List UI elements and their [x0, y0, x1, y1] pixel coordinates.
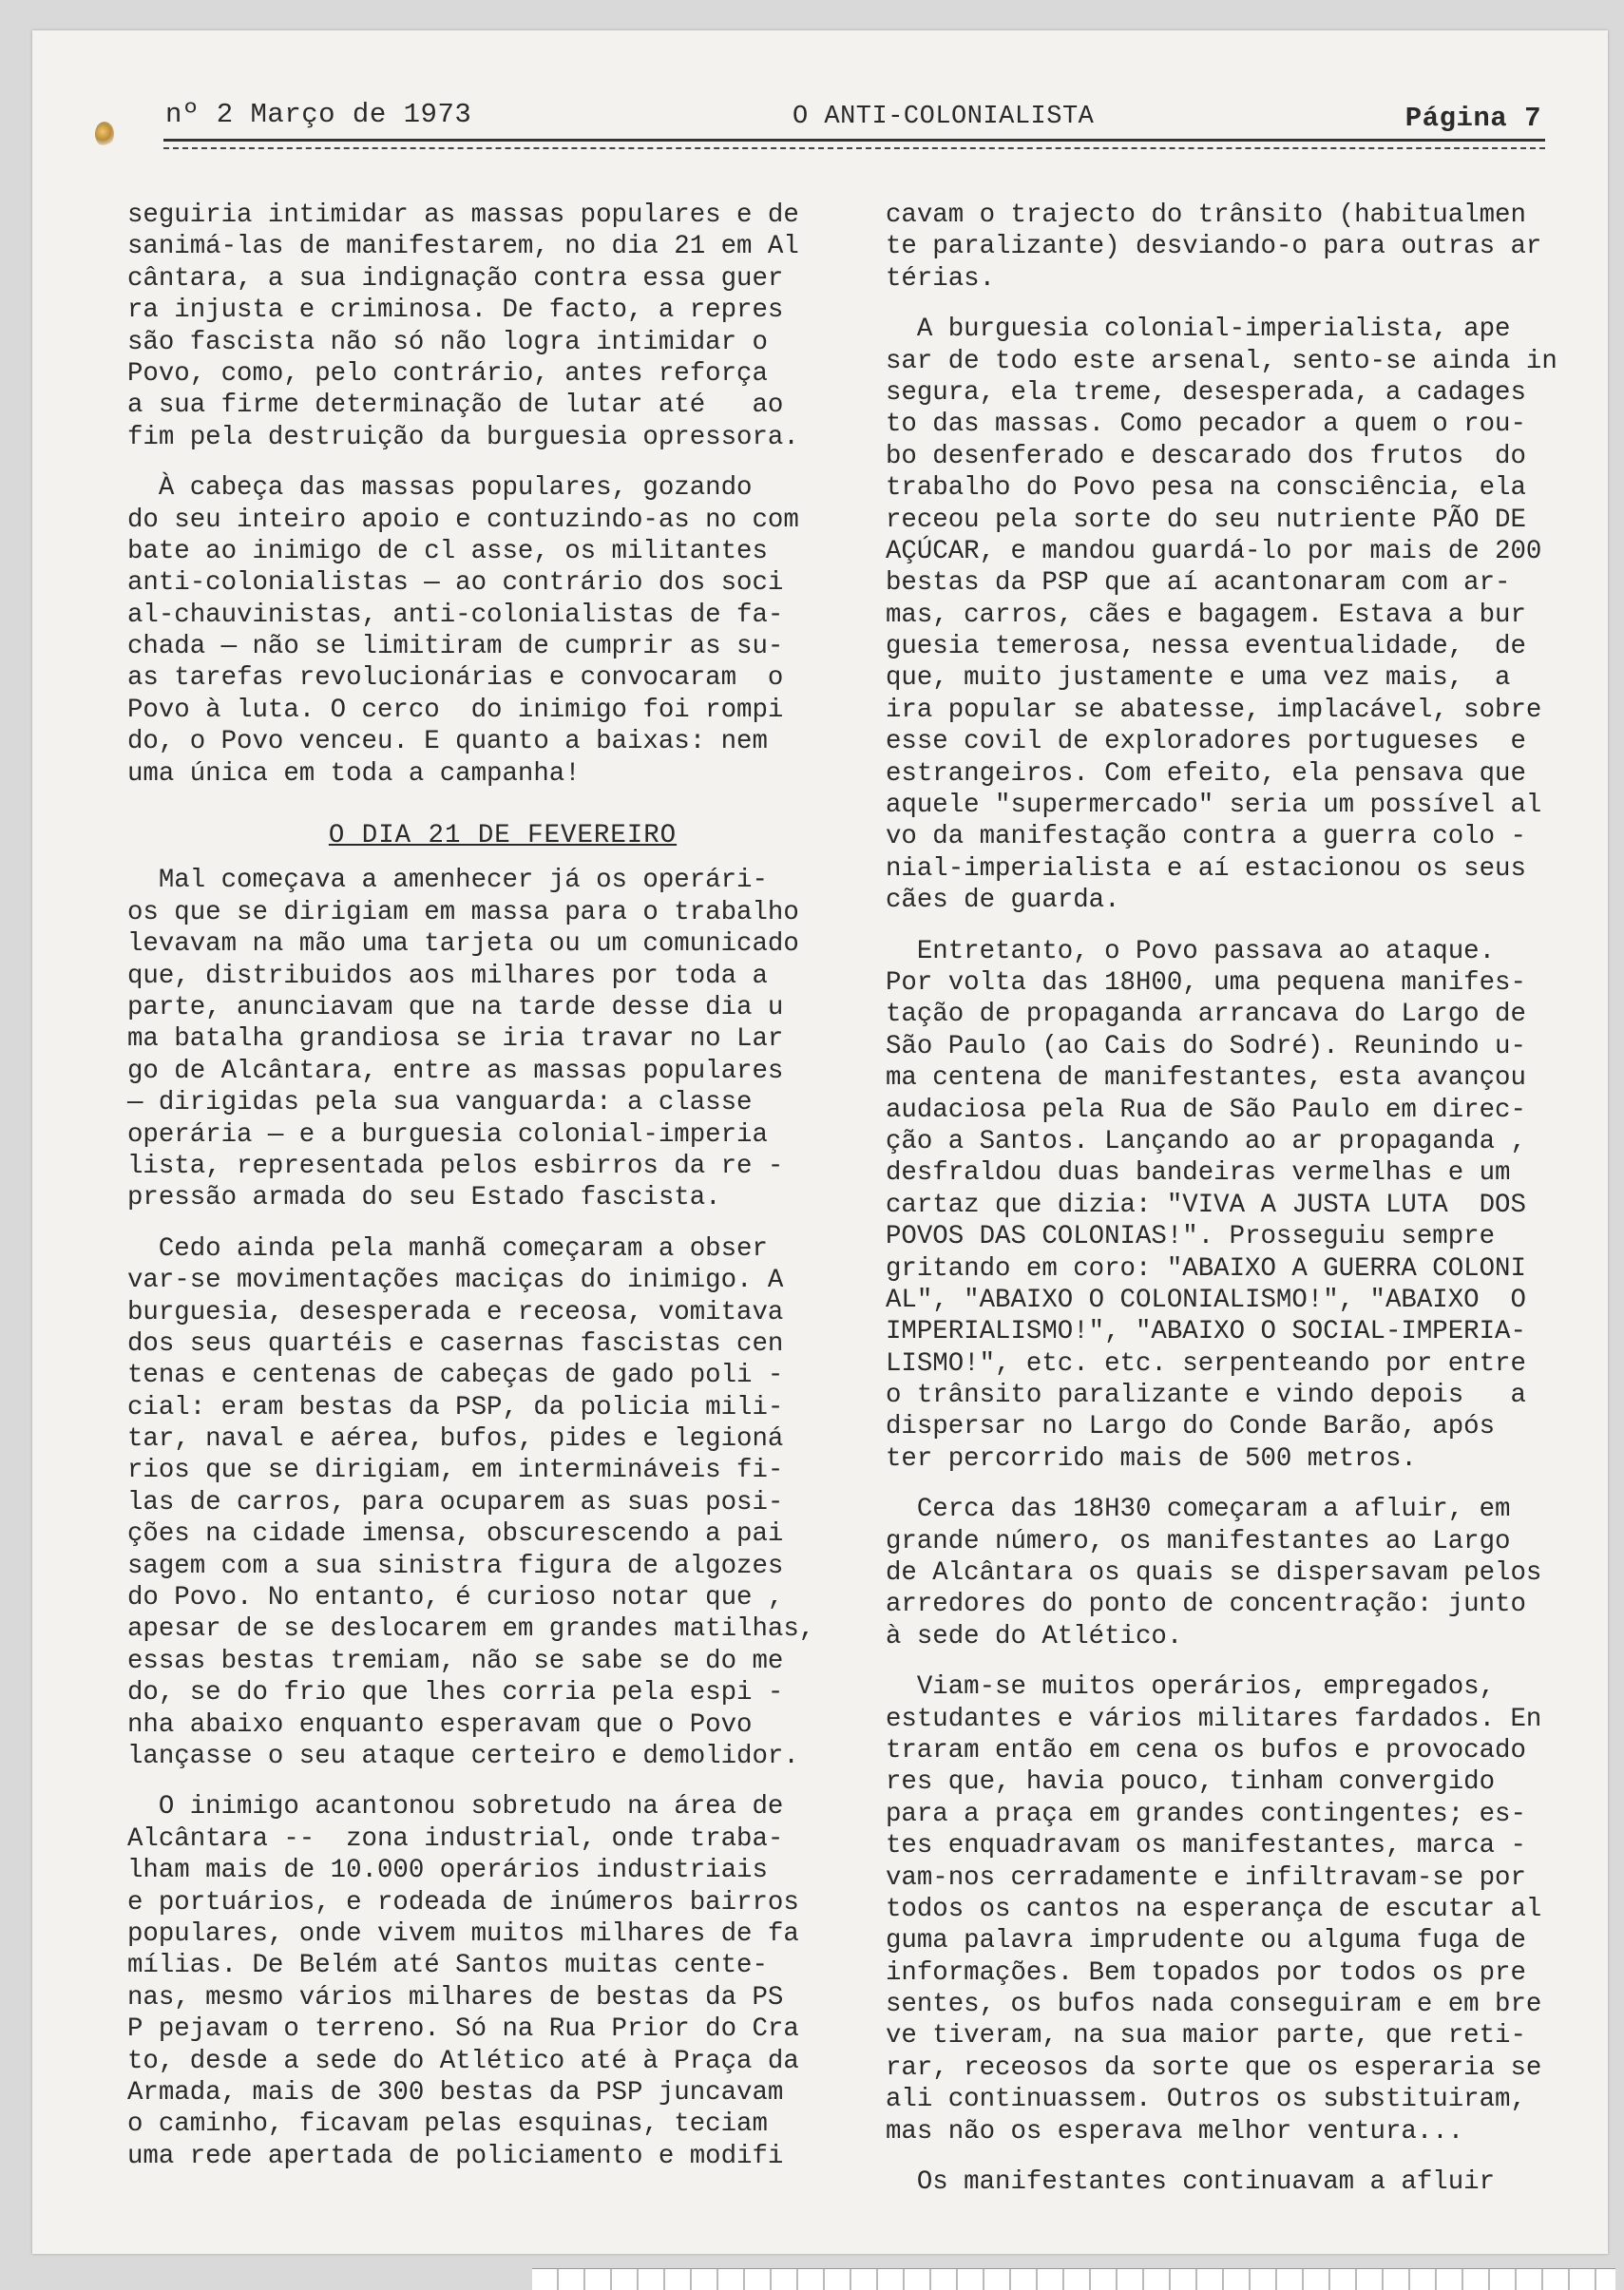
text-line: para a praça em grandes contingentes; es- — [886, 1799, 1526, 1829]
text-line: de Alcântara os quais se dispersavam pelos — [886, 1558, 1542, 1589]
text-line: o trânsito paralizante e vindo depois a — [886, 1381, 1526, 1411]
text-line: mas não os esperava melhor ventura... — [886, 2116, 1464, 2147]
text-line: ira popular se abatesse, implacável, sobre — [886, 695, 1542, 725]
text-line: Entretanto, o Povo passava ao ataque. — [886, 936, 1496, 966]
text-line: mas, carros, cães e bagagem. Estava a bur — [886, 600, 1526, 630]
text-line: arredores do ponto de concentração: junto — [886, 1590, 1526, 1620]
paragraph — [127, 1791, 878, 2172]
text-line: Armada, mais de 300 bestas da PSP juncavam — [127, 2077, 784, 2108]
text-line: — dirigidas pela sua vanguarda: a classe — [127, 1088, 753, 1118]
text-line: Por volta das 18H00, uma pequena manifes- — [886, 967, 1526, 998]
text-line: cântara, a sua indignação contra essa guer — [127, 263, 784, 294]
text-line: À cabeça das massas populares, gozando — [127, 473, 753, 504]
text-line: esse covil de exploradores portugueses e — [886, 727, 1526, 757]
text-line: são fascista não só não logra intimidar o — [127, 327, 768, 357]
text-line: las de carros, para ocuparem as suas posi- — [127, 1487, 784, 1517]
text-line: térias. — [886, 263, 996, 294]
text-line: ter percorrido mais de 500 metros. — [886, 1443, 1417, 1474]
page-number: Página 7 — [1404, 103, 1541, 134]
publication-title: O ANTI-COLONIALISTA — [793, 103, 1095, 131]
text-line: do, se do frio que lhes corria pela espi - — [127, 1678, 784, 1708]
section-heading: O DIA 21 DE FEVEREIRO — [328, 821, 678, 851]
text-line: lançasse o seu ataque certeiro e demolidor. — [127, 1741, 799, 1771]
paragraph — [886, 1494, 1608, 1652]
text-line: AÇÚCAR, e mandou guardá-lo por mais de 200 — [886, 536, 1542, 566]
text-line: go de Alcântara, entre as massas populares — [127, 1056, 784, 1086]
text-line: tes enquadravam os manifestantes, marca - — [886, 1831, 1526, 1861]
text-line: LISMO!", etc. etc. serpenteando por entre — [886, 1348, 1526, 1379]
text-line: mílias. De Belém até Santos muitas cente- — [127, 1951, 768, 1981]
text-line: ções na cidade imensa, obscurescendo a pai — [127, 1519, 784, 1550]
text-line: ve tiveram, na sua maior parte, que reti- — [886, 2021, 1526, 2051]
text-line: res que, havia pouco, tinham convergido — [886, 1767, 1496, 1798]
right-column — [886, 200, 1608, 2198]
text-line: dispersar no Largo do Conde Barão, após — [886, 1412, 1496, 1442]
text-line: lista, representada pelos esbirros da re - — [127, 1151, 784, 1181]
text-line: cães de guarda. — [886, 886, 1120, 916]
text-line: Cerca das 18H30 começaram a afluir, em — [886, 1495, 1511, 1525]
text-line: bo desenferado e descarado dos frutos do — [886, 441, 1526, 471]
text-line: AL", "ABAIXO O COLONIALISMO!", "ABAIXO O — [886, 1285, 1526, 1315]
paragraph — [886, 200, 1608, 295]
text-line: IMPERIALISMO!", "ABAIXO O SOCIAL-IMPERIA- — [886, 1317, 1526, 1347]
paragraph — [886, 2166, 1608, 2198]
text-line: aquele "supermercado" seria um possível al — [886, 791, 1542, 821]
text-line: bestas da PSP que aí acantonaram com ar- — [886, 568, 1511, 599]
text-line: ra injusta e criminosa. De facto, a repres — [127, 296, 784, 326]
text-line: apesar de se deslocarem em grandes matilhas, — [127, 1614, 815, 1645]
page-header — [127, 89, 1541, 146]
text-line: cavam o trajecto do trânsito (habitualmen — [886, 200, 1526, 230]
text-line: Alcântara -- zona industrial, onde traba- — [127, 1823, 784, 1854]
text-line: desfraldou duas bandeiras vermelhas e um — [886, 1158, 1511, 1189]
text-line: audaciosa pela Rua de São Paulo em direc- — [886, 1095, 1526, 1125]
text-line: tenas e centenas de cabeças de gado poli - — [127, 1361, 784, 1391]
text-line: que, distribuidos aos milhares por toda a — [127, 961, 768, 991]
text-line: sagem com a sua sinistra figura de algozes — [127, 1551, 784, 1581]
text-line: populares, onde vivem muitos milhares de fa — [127, 1918, 799, 1949]
text-line: fim pela destruição da burguesia opressora. — [127, 422, 799, 452]
text-line: gritando em coro: "ABAIXO A GUERRA COLONI — [886, 1253, 1526, 1284]
text-line: o caminho, ficavam pelas esquinas, teciam — [127, 2109, 768, 2140]
text-line: vam-nos cerradamente e infiltravam-se por — [886, 1862, 1526, 1893]
text-line: ali continuassem. Outros os substituiram, — [886, 2085, 1526, 2115]
text-line: do Povo. No entanto, é curioso notar que , — [127, 1583, 784, 1613]
text-line: to, desde a sede do Atlético até à Praça da — [127, 2046, 799, 2076]
text-line: operária — e a burguesia colonial-imperia — [127, 1119, 768, 1150]
text-line: as tarefas revolucionárias e convocaram o — [127, 663, 784, 694]
text-line: estrangeiros. Com efeito, ela pensava que — [886, 758, 1526, 789]
document-page — [32, 30, 1608, 2254]
text-line: ma centena de manifestantes, esta avançou — [886, 1063, 1526, 1094]
text-line: cartaz que dizia: "VIVA A JUSTA LUTA DOS — [886, 1190, 1526, 1220]
text-line: à sede do Atlético. — [886, 1621, 1183, 1651]
text-line: Povo à luta. O cerco do inimigo foi rompi — [127, 695, 784, 725]
text-line: informações. Bem topados por todos os pre — [886, 1957, 1526, 1988]
text-line: P pejavam o terreno. Só na Rua Prior do Cra — [127, 2014, 799, 2045]
text-line: levavam na mão uma tarjeta ou um comunicado — [127, 929, 799, 960]
text-line: nial-imperialista e aí estacionou os seus — [886, 853, 1526, 884]
text-line: A burguesia colonial-imperialista, ape — [886, 315, 1511, 345]
header-rule — [163, 139, 1545, 149]
text-line: te paralizante) desviando-o para outras ar — [886, 232, 1542, 262]
text-line: segura, ela treme, desesperada, a cadages — [886, 377, 1526, 408]
text-line: sentes, os bufos nada conseguiram e em bre — [886, 1990, 1542, 2020]
text-line: pressão armada do seu Estado fascista. — [127, 1183, 721, 1213]
text-line: O inimigo acantonou sobretudo na área de — [127, 1792, 784, 1822]
paragraph — [127, 472, 878, 790]
paragraph — [886, 1671, 1608, 2147]
text-line: bate ao inimigo de cl asse, os militantes — [127, 536, 768, 566]
text-line: todos os cantos na esperança de escutar al — [886, 1894, 1542, 1924]
text-line: do, o Povo venceu. E quanto a baixas: nem — [127, 727, 768, 757]
text-line: sar de todo este arsenal, sento-se ainda in — [886, 346, 1557, 376]
text-line: var-se movimentações maciças do inimigo. A — [127, 1266, 784, 1296]
text-line: to das massas. Como pecador a quem o rou- — [886, 410, 1526, 440]
left-column — [127, 200, 878, 2172]
text-line: chada — não se limitiram de cumprir as su- — [127, 632, 784, 662]
text-line: os que se dirigiam em massa para o trabalho — [127, 897, 799, 927]
text-line: POVOS DAS COLONIAS!". Prosseguiu sempre — [886, 1222, 1496, 1252]
text-line: tação de propaganda arrancava do Largo de — [886, 1000, 1526, 1030]
text-line: a sua firme determinação de lutar até ao — [127, 391, 784, 421]
text-line: dos seus quartéis e casernas fascistas cen — [127, 1328, 784, 1359]
text-line: essas bestas tremiam, não se sabe se do me — [127, 1646, 784, 1676]
text-line: traram então em cena os bufos e provocado — [886, 1735, 1526, 1765]
text-line: Viam-se muitos operários, empregados, — [886, 1672, 1496, 1703]
issue-date: nº 2 Março de 1973 — [165, 99, 472, 130]
text-line: trabalho do Povo pesa na consciência, ela — [886, 473, 1526, 504]
text-line: al-chauvinistas, anti-colonialistas de fa- — [127, 600, 784, 630]
text-line: rar, receosos da sorte que os esperaria se — [886, 2052, 1542, 2083]
text-line: guma palavra imprudente ou alguma fuga de — [886, 1926, 1526, 1956]
text-line: lham mais de 10.000 operários industriais — [127, 1856, 768, 1886]
text-line: guesia temerosa, nessa eventualidade, de — [886, 632, 1526, 662]
text-line: ção a Santos. Lançando ao ar propaganda , — [886, 1126, 1526, 1156]
text-line: grande número, os manifestantes ao Largo — [886, 1526, 1511, 1556]
text-line: seguiria intimidar as massas populares e de — [127, 200, 799, 230]
text-line: rios que se dirigiam, em intermináveis fi- — [127, 1456, 784, 1486]
text-line: Mal começava a amenhecer já os operári- — [127, 866, 768, 896]
text-line: nha abaixo enquanto esperavam que o Povo — [127, 1709, 753, 1740]
text-line: ma batalha grandiosa se iria travar no Lar — [127, 1024, 784, 1055]
rust-stain — [95, 122, 114, 146]
text-line: uma única em toda a campanha! — [127, 758, 581, 789]
text-line: estudantes e vários militares fardados. En — [886, 1704, 1542, 1734]
paragraph — [886, 314, 1608, 916]
text-line: nas, mesmo vários milhares de bestas da PS — [127, 1982, 784, 2013]
text-line: sanimá-las de manifestarem, no dia 21 em Al — [127, 232, 799, 262]
text-line: receou pela sorte do seu nutriente PÃO DE — [886, 505, 1526, 535]
text-line: burguesia, desesperada e receosa, vomitava — [127, 1297, 784, 1327]
text-line: tar, naval e aérea, bufos, pides e legioná — [127, 1424, 784, 1455]
paragraph — [127, 1233, 878, 1773]
text-line: do seu inteiro apoio e contuzindo-as no com — [127, 505, 799, 535]
paragraph — [886, 936, 1608, 1476]
text-line: Cedo ainda pela manhã começaram a obser — [127, 1233, 768, 1264]
text-line: São Paulo (ao Cais do Sodré). Reunindo u- — [886, 1031, 1526, 1061]
text-line: Povo, como, pelo contrário, antes reforça — [127, 358, 768, 389]
text-line: uma rede apertada de policiamento e modifi — [127, 2141, 784, 2171]
text-line: e portuários, e rodeada de inúmeros bairros — [127, 1887, 799, 1918]
color-scale-strip — [532, 2268, 1615, 2290]
text-line: cial: eram bestas da PSP, da policia mili- — [127, 1392, 784, 1422]
text-line: parte, anunciavam que na tarde desse dia u — [127, 993, 784, 1022]
text-line: que, muito justamente e uma vez mais, a — [886, 663, 1511, 694]
text-line: Os manifestantes continuavam a afluir — [886, 2167, 1496, 2198]
text-line: anti-colonialistas — ao contrário dos soci — [127, 568, 784, 599]
text-line: vo da manifestação contra a guerra colo - — [886, 822, 1526, 852]
paragraph — [127, 865, 878, 1213]
paragraph — [127, 200, 878, 453]
